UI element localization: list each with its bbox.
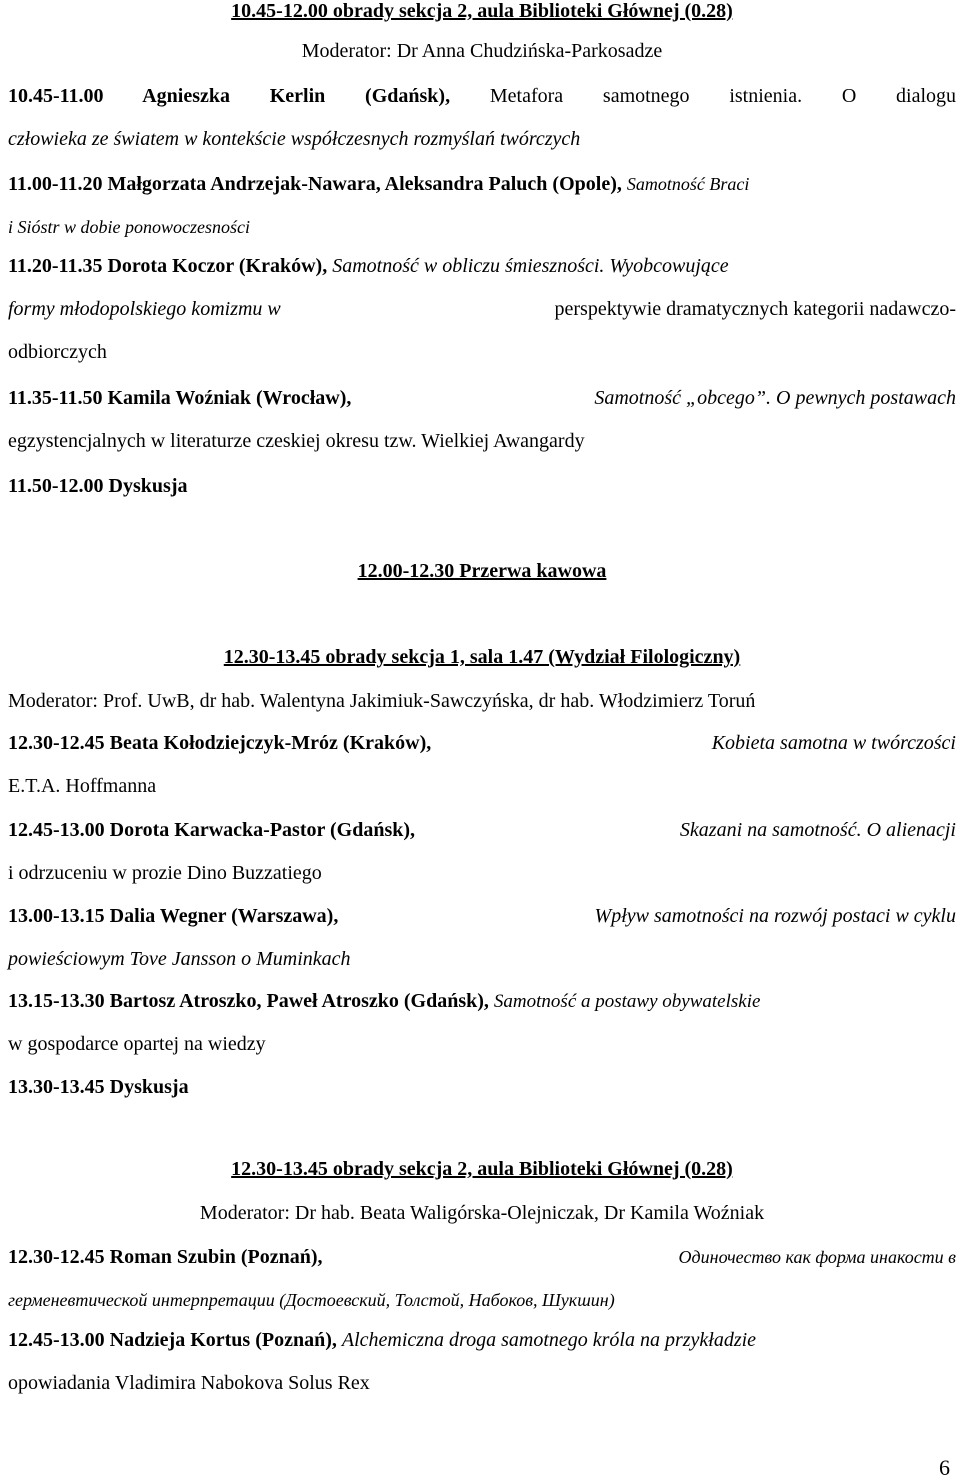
- program-item: [8, 1319, 956, 1405]
- item-title-cont: egzystencjalnych w literaturze czeskiej okresu tzw. Wielkiej Awangardy: [8, 430, 585, 452]
- item-title: Metafora samotnego istnienia. O dialogu: [489, 85, 957, 107]
- item-title: Kobieta samotna w twórczości: [711, 732, 956, 754]
- item-title: Alchemiczna droga samotnego króla na przykładzie: [341, 1329, 757, 1351]
- item-time-author: 12.30-12.45 Beata Kołodziejczyk-Mróz (Kraków),: [8, 732, 432, 754]
- program-item: [8, 809, 956, 895]
- item-time-author: 11.35-11.50 Kamila Woźniak (Wrocław),: [8, 387, 352, 409]
- item-title: Samotność Braci: [626, 174, 750, 194]
- item-title-cont: герменевтической интерпретации (Достоевский, Толстой, Набоков, Шукшин): [8, 1290, 615, 1310]
- item-title-cont: w gospodarce opartej na wiedzy: [8, 1033, 266, 1055]
- program-item: [8, 1236, 956, 1322]
- item-title-cont: opowiadania Vladimira Nabokova Solus Rex: [8, 1372, 370, 1394]
- program-item: [8, 1066, 956, 1109]
- item-title: Wpływ samotności na rozwój postaci w cyklu: [594, 905, 956, 927]
- session-heading-1: 10.45-12.00 obrady sekcja 2, aula Biblioteki Głównej (0.28): [231, 0, 733, 22]
- item-time-author: 12.45-13.00 Nadzieja Kortus (Poznań),: [8, 1329, 337, 1351]
- item-title: Samotność a postawy obywatelskie: [493, 991, 761, 1012]
- item-title-cont-2: perspektywie dramatycznych kategorii nadawczo-: [554, 298, 956, 320]
- item-title-cont: człowieka ze światem w kontekście współczesnych rozmyślań twórczych: [8, 128, 581, 150]
- moderator-1: Moderator: Dr Anna Chudzińska-Parkosadze: [301, 40, 663, 62]
- item-title: Одиночество как форма инакости в: [678, 1247, 956, 1267]
- item-time-author: 13.15-13.30 Bartosz Atroszko, Paweł Atroszko (Gdańsk),: [8, 990, 489, 1012]
- item-title-cont: i odrzuceniu w prozie Dino Buzzatiego: [8, 862, 322, 884]
- program-item: [8, 722, 956, 808]
- session-heading-2: 12.30-13.45 obrady sekcja 1, sala 1.47 (Wydział Filologiczny): [223, 646, 741, 668]
- item-time-author: 11.50-12.00 Dyskusja: [8, 475, 188, 497]
- program-item: [8, 895, 956, 981]
- item-title-cont-3: odbiorczych: [8, 341, 107, 363]
- item-time-author: 13.30-13.45 Dyskusja: [8, 1076, 189, 1098]
- item-title-cont: E.T.A. Hoffmanna: [8, 775, 157, 797]
- item-title: Skazani na samotność. O alienacji: [679, 819, 956, 841]
- item-title-cont: formy młodopolskiego komizmu w: [8, 298, 281, 320]
- session-heading-3: 12.30-13.45 obrady sekcja 2, aula Biblioteki Głównej (0.28): [231, 1158, 733, 1180]
- item-time-author: 13.00-13.15 Dalia Wegner (Warszawa),: [8, 905, 339, 927]
- moderator-2: Moderator: Prof. UwB, dr hab. Walentyna Jakimiuk-Sawczyńska, dr hab. Włodzimierz Toruń: [8, 690, 756, 712]
- item-time-author: 11.20-11.35 Dorota Koczor (Kraków),: [8, 255, 328, 277]
- item-time-author: 12.45-13.00 Dorota Karwacka-Pastor (Gdańsk),: [8, 819, 416, 841]
- item-time-author: 11.00-11.20 Małgorzata Andrzejak-Nawara, Aleksandra Paluch (Opole),: [8, 173, 622, 195]
- moderator-3: Moderator: Dr hab. Beata Waligórska-Olejniczak, Dr Kamila Woźniak: [199, 1202, 765, 1224]
- program-item: [8, 465, 956, 508]
- item-title-cont: i Sióstr w dobie ponowoczesności: [8, 217, 250, 237]
- item-title: Samotność „obcego”. O pewnych postawach: [594, 387, 956, 409]
- program-item: [8, 163, 956, 249]
- item-time-author: 12.30-12.45 Roman Szubin (Poznań),: [8, 1246, 323, 1268]
- program-item: [8, 75, 956, 161]
- program-item: [8, 980, 956, 1066]
- coffee-break: 12.00-12.30 Przerwa kawowa: [357, 560, 607, 582]
- page-number: 6: [939, 1455, 950, 1480]
- item-title: Samotność w obliczu śmieszności. Wyobcowujące: [332, 255, 729, 277]
- program-item: [8, 377, 956, 463]
- item-time-author: 10.45-11.00 Agnieszka Kerlin (Gdańsk),: [8, 85, 451, 107]
- item-title-cont: powieściowym Tove Jansson o Muminkach: [8, 948, 351, 970]
- program-item: [8, 245, 956, 374]
